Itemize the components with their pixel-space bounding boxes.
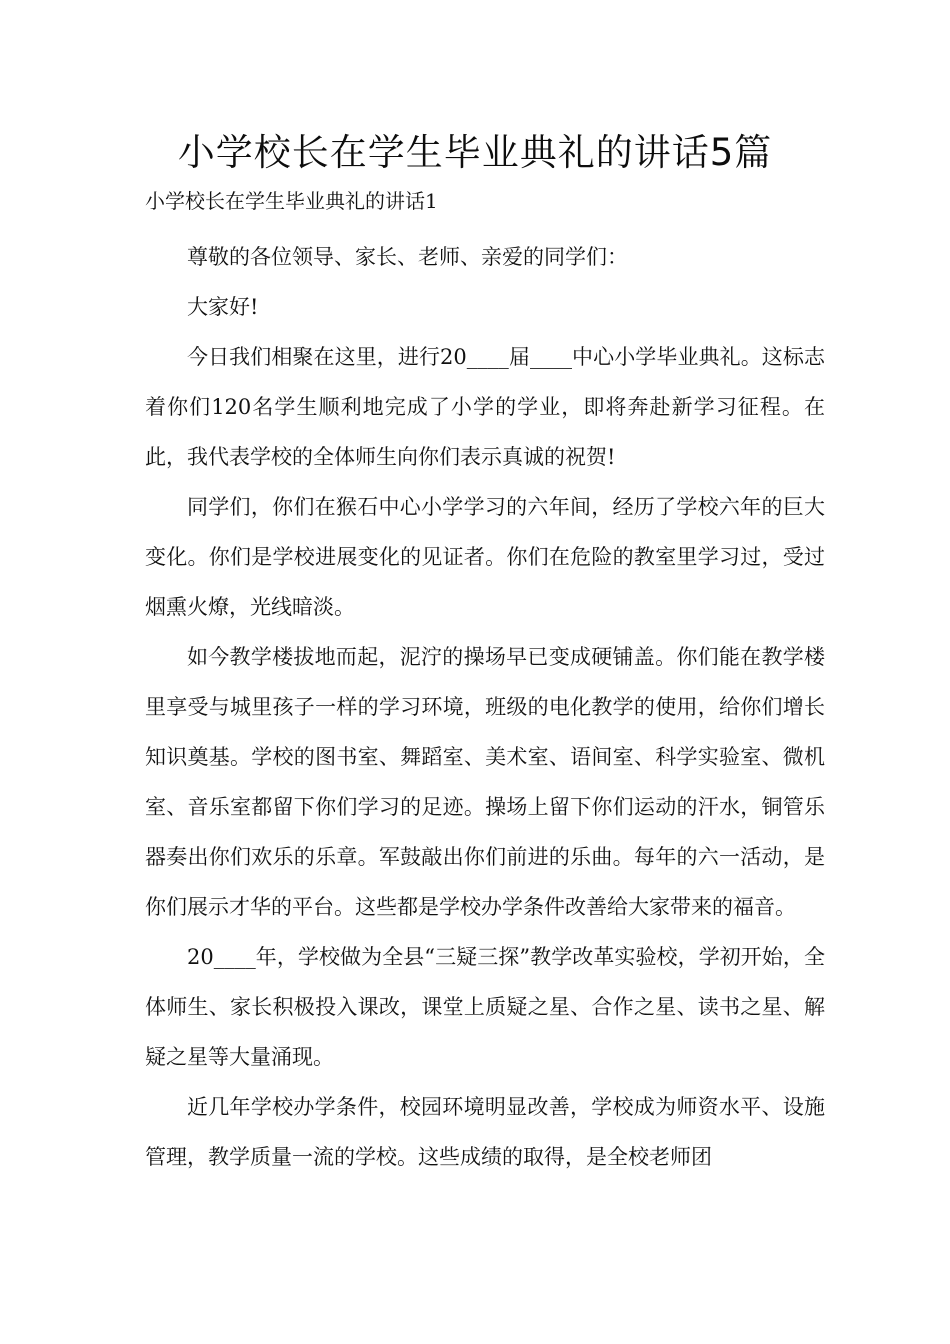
greeting-paragraph: 大家好! <box>187 295 259 319</box>
body-paragraph: 今日我们相聚在这里，进行20____届____中心小学毕业典礼。这标志着你们120名学生顺利地完成了小学的学业，即将奔赴新学习征程。在此，我代表学校的全体师生向你们表示真诚的祝贺! <box>145 345 825 469</box>
body-paragraph: 近几年学校办学条件，校园环境明显改善，学校成为师资水平、设施管理，教学质量一流的学校。这些成绩的取得，是全校老师团 <box>145 1095 825 1169</box>
body-paragraph: 如今教学楼拔地而起，泥泞的操场早已变成硬铺盖。你们能在教学楼里享受与城里孩子一样的学习环境，班级的电化教学的使用，给你们增长知识奠基。学校的图书室、舞蹈室、美术室、语间室、科学实验室、微机室、音乐室都留下你们学习的足迹。操场上留下你们运动的汗水，铜管乐器奏出你们欢乐的乐章。军鼓敲出你们前进的乐曲。每年的六一活动，是你们展示才华的平台。这些都是学校办学条件改善给大家带来的福音。 <box>145 645 825 919</box>
body-paragraph: 20____年，学校做为全县“三疑三探”教学改革实验校，学初开始，全体师生、家长积极投入课改，课堂上质疑之星、合作之星、读书之星、解疑之星等大量涌现。 <box>145 945 825 1069</box>
body-paragraph: 同学们，你们在猴石中心小学学习的六年间，经历了学校六年的巨大变化。你们是学校进展变化的见证者。你们在危险的教室里学习过，受过烟熏火燎，光线暗淡。 <box>145 495 825 619</box>
salutation-paragraph: 尊敬的各位领导、家长、老师、亲爱的同学们： <box>187 245 628 269</box>
document-title: 小学校长在学生毕业典礼的讲话5篇 <box>177 131 773 174</box>
document-body <box>145 232 825 1182</box>
section-heading: 小学校长在学生毕业典礼的讲话1 <box>145 189 438 213</box>
